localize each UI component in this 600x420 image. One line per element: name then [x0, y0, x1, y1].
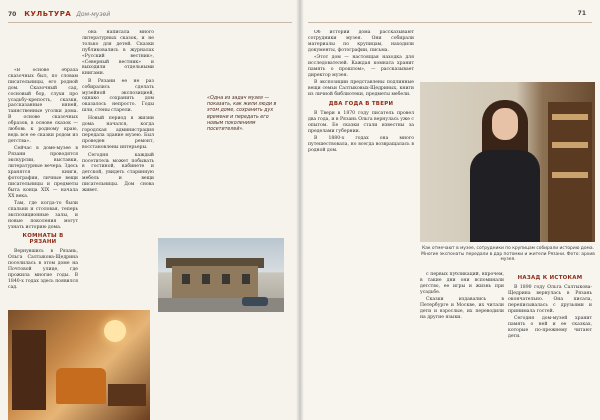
- paragraph: «В основе образа сказочных был, по словам писательницы, его родной дом. Сказочный сад, сосновый бор, слухи про усадьбу-крепость, сказки, рассказанные няней, таинственные уголки дома. В основе сказочных образов, в основе сказок — любовь к родному краю, ведь все ее сказки родом из детства».: [8, 68, 78, 144]
- paragraph: В экспозиции представлены подлинные вещи семьи Салтыковых-Щедриных, книги из личной библиотеки, предметы мебели.: [308, 80, 414, 98]
- paragraph: Сказки издавались в Петербурге и Москве, их читали дети и взрослые, их переводили на другие языки.: [420, 297, 504, 320]
- dress-shape: [470, 150, 540, 242]
- paragraph: В 1890 году Ольга Салтыкова-Щедрина вернулась в Рязань окончательно. Она писала, переписывалась с друзьями и принимала гостей.: [508, 284, 592, 314]
- spine-gutter: [296, 0, 304, 420]
- paragraph: В 1880-х годах она много путешествовала, но всегда возвращалась в родной дом.: [308, 136, 414, 153]
- subheading: ДВА ГОДА В ТВЕРИ: [328, 100, 394, 107]
- paragraph: Сегодня каждый посетитель может побывать в гостиной, кабинете и детской, увидеть старинную мебель и вещи писательницы. Дом снова живет.: [82, 152, 154, 194]
- left-column-2: [82, 30, 154, 305]
- street-house-photo: [158, 238, 284, 312]
- book-shape: [552, 172, 588, 178]
- photo-caption: Как отмечают в музее, сотрудники по крупицам собирали историю дома. Многие экспонаты передали в дар потомки и жители Рязани. Фото: архив музея.: [421, 246, 595, 263]
- paragraph: «Этот дом — настоящая находка для исследователей. Каждая комната хранит память о прошлом», — рассказывает директор музея.: [308, 55, 414, 78]
- right-column-2: [420, 272, 504, 412]
- window-shape: [182, 274, 190, 284]
- paragraph: она написала много литературных сказок, и не только для детей. Сказки публиковались в журналах «Русский вестник», «Северный вестник» и выходили отдельными книгами.: [82, 30, 154, 77]
- right-page: [300, 0, 600, 420]
- paragraph: Сегодня дом-музей хранит память о ней и ее сказках, которые по-прежнему читают дети.: [508, 315, 592, 339]
- book-shape: [552, 142, 588, 148]
- header-rule: [8, 22, 292, 23]
- armchair-shape: [56, 368, 106, 404]
- left-column-1: [8, 68, 78, 308]
- window-shape: [242, 274, 250, 284]
- right-column-3: [508, 272, 592, 412]
- car-shape: [242, 297, 268, 306]
- paragraph: В Рязани ее не раз собирались сделать музейной экспозицией, однако сохранить дом оказалось непросто. Годы шли, стены старели.: [82, 78, 154, 114]
- portrait-photo: [420, 82, 595, 242]
- paragraph: с первых публикаций, впрочем, в такие дни они вспоминали детство, ее игры и жизнь при усадьбе.: [420, 272, 504, 295]
- section-title: КУЛЬТУРА: [24, 10, 72, 18]
- interior-photo: [8, 310, 150, 420]
- window-shape: [222, 274, 230, 284]
- right-page-number: 71: [577, 10, 586, 17]
- lamp-shape: [104, 320, 126, 342]
- left-page-header: [8, 10, 110, 22]
- right-column-1: [308, 30, 414, 412]
- section-subtitle: Дом-музей: [76, 11, 111, 18]
- book-shape: [552, 114, 588, 120]
- subheading: КОМНАТЫ В РЯЗАНИ: [22, 233, 64, 246]
- paragraph: Новый период в жизни дома начался, когда городская администрация передала здание музею. Был проведен ремонт, восстановлены интерьеры.: [82, 115, 154, 151]
- header-rule: [308, 22, 592, 23]
- subheading: НАЗАД К ИСТОКАМ: [517, 275, 583, 281]
- paragraph: Сейчас в доме-музее в Рязани проводятся экскурсии, выставки, литературные вечера. Здесь хранятся книги, фотографии, личные вещи писательницы и предметы быта конца XIX — начала XX века.: [8, 146, 78, 199]
- left-page-number: 70: [8, 11, 17, 18]
- face-shape: [492, 108, 518, 140]
- paragraph: Об истории дома рассказывают сотрудники музея. Они собирали материалы по крупицам, находили документы, фотографии, письма.: [308, 30, 414, 53]
- window-shape: [202, 274, 210, 284]
- paragraph: Там, где когда-то были спальни и столовая, теперь экспозиционные залы, и новые поколения могут узнать историю дома.: [8, 200, 78, 230]
- right-page-header: [578, 10, 592, 22]
- pull-quote: «Одна из задач музея — показать, как жили люди в этом доме, сохранить дух времени и передать его новым поколениям посетителей».: [207, 96, 277, 133]
- left-column-3-top: [160, 30, 206, 90]
- paragraph: В Твери в 1870 году писатель провел два года, и в Рязань Ольга вернулась уже с опытом. Ее сказки стали известны за пределами губернии.: [308, 110, 414, 134]
- cabinet-shape: [12, 330, 46, 410]
- paragraph: Вернувшись в Рязань, Ольга Салтыкова-Щедрина поселилась в этом доме на Почтовой улице, где прожила многие годы. В 1840-х годах здесь появился сад.: [8, 249, 78, 290]
- table-shape: [108, 384, 146, 406]
